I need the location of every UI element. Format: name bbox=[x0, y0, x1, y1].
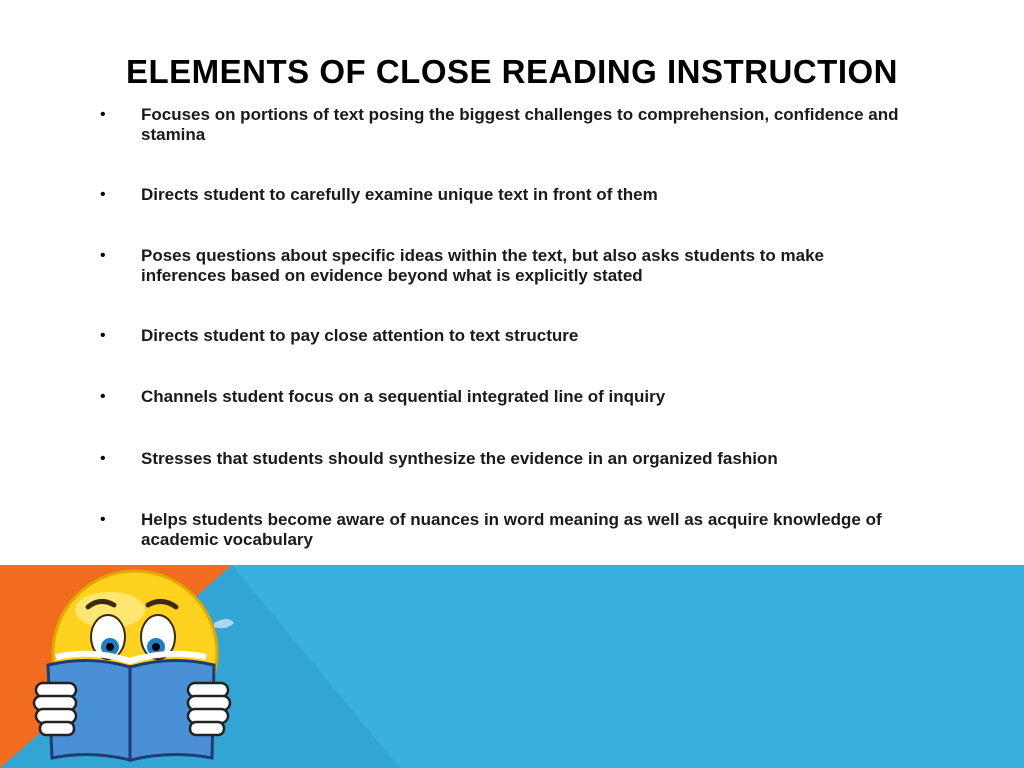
bullet-text: Stresses that students should synthesize the evidence in an organized fashion bbox=[141, 449, 778, 468]
bullet-dot: • bbox=[100, 388, 106, 405]
bullet-dot: • bbox=[100, 186, 106, 203]
bullet-dot: • bbox=[100, 450, 106, 467]
bullet-text: Poses questions about specific ideas within the text, but also asks students to make inferences based on evidence beyond what is explicitly stated bbox=[141, 246, 825, 285]
bullet-dot: • bbox=[100, 247, 106, 264]
bullet-text: Directs student to pay close attention to text structure bbox=[141, 326, 579, 345]
bullet-dot: • bbox=[100, 511, 106, 528]
footer-banner bbox=[0, 565, 1024, 768]
bullet-text: Focuses on portions of text posing the biggest challenges to comprehension, confidence and stamina bbox=[141, 105, 899, 144]
bullet-dot: • bbox=[100, 106, 106, 123]
bullet-text: Helps students become aware of nuances in word meaning as well as acquire knowledge of academic vocabulary bbox=[141, 510, 882, 549]
bullet-text: Channels student focus on a sequential integrated line of inquiry bbox=[141, 387, 666, 406]
bullet-dot: • bbox=[100, 327, 106, 344]
bullet-text: Directs student to carefully examine unique text in front of them bbox=[141, 185, 658, 204]
page-title: ELEMENTS OF CLOSE READING INSTRUCTION bbox=[125, 53, 899, 90]
